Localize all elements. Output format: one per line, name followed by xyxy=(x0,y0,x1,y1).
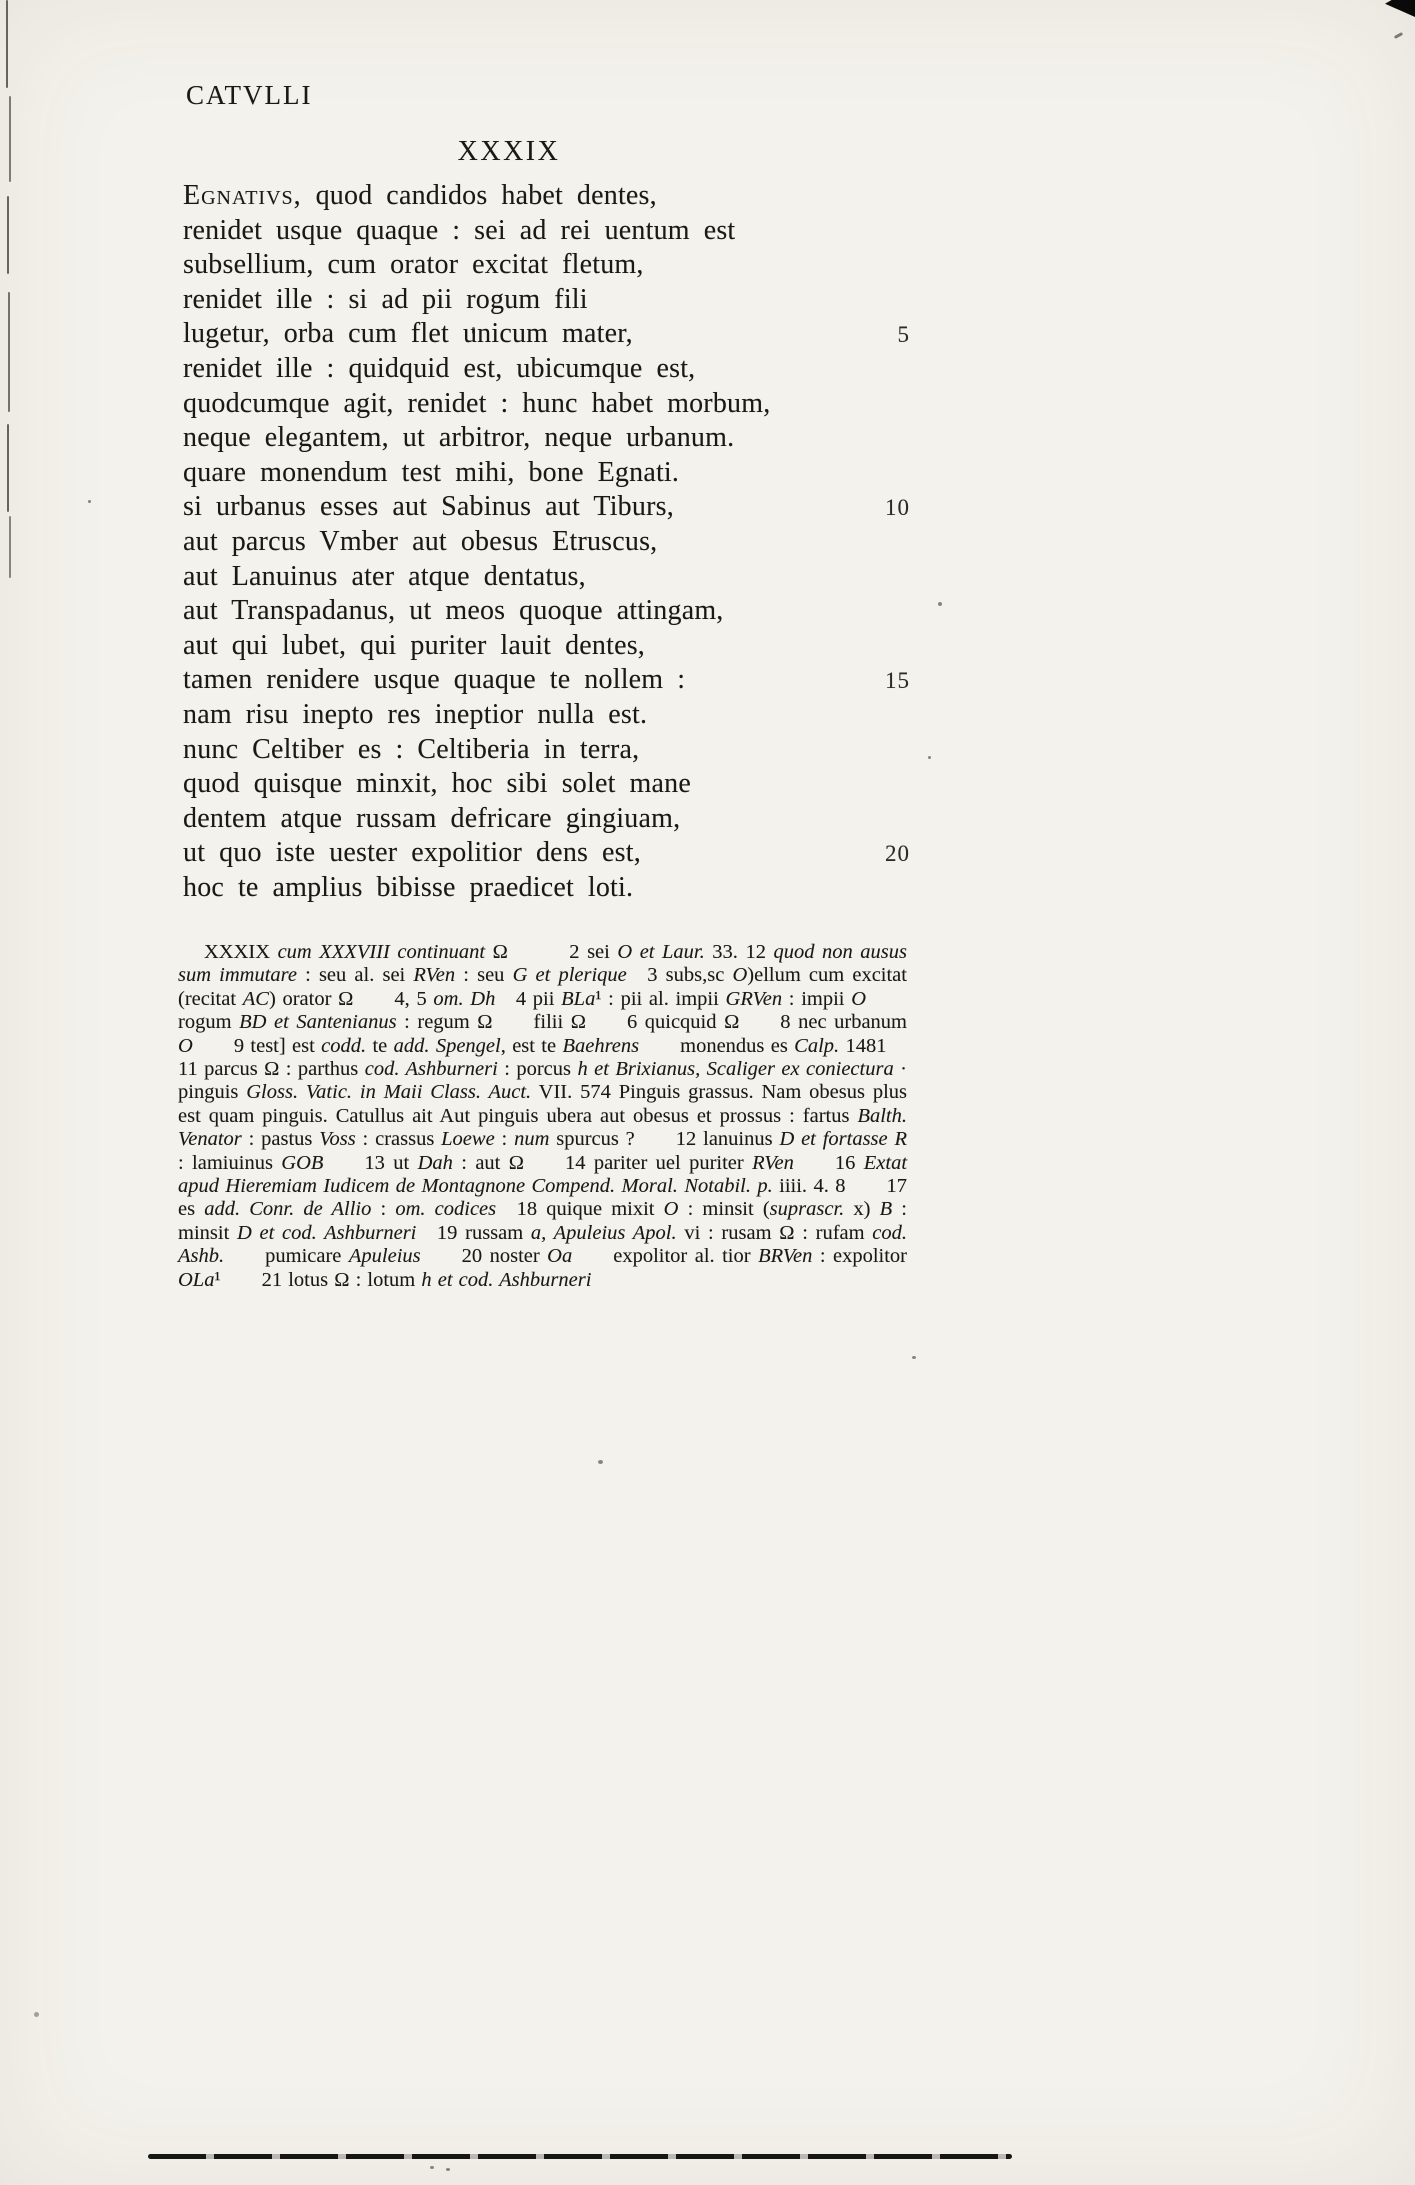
poem-line-text xyxy=(183,456,679,491)
poem-line-text xyxy=(183,525,657,560)
poem-line-text xyxy=(183,871,633,906)
text-segment: cod. Ashb. xyxy=(178,1221,908,1268)
apparatus-text xyxy=(178,941,907,1292)
text-segment: vi : rusam Ω : rufam xyxy=(676,1221,873,1244)
text-segment: pumicare xyxy=(224,1245,349,1268)
poem-line-text xyxy=(183,836,641,871)
text-segment: D et fortasse R xyxy=(779,1128,908,1151)
line-number: 15 xyxy=(885,668,910,694)
text-segment: suprascr. xyxy=(769,1198,845,1221)
text-segment: renidet ille : si ad pii rogum fili xyxy=(183,283,588,315)
text-segment: cum XXXVIII continuant xyxy=(277,941,493,963)
binding-mark xyxy=(9,516,11,578)
text-segment: B xyxy=(879,1198,893,1221)
text-segment: Calp. xyxy=(794,1034,840,1057)
poem-line xyxy=(183,317,910,352)
text-segment: O et Laur. xyxy=(617,941,713,963)
text-segment: GOB xyxy=(281,1151,324,1174)
poem-line-text xyxy=(183,629,645,664)
text-segment: neque elegantem, ut arbitror, neque urbanum. xyxy=(183,422,735,454)
text-segment: quod quisque minxit, hoc sibi solet mane xyxy=(183,768,691,800)
poem-line-text xyxy=(183,248,644,283)
text-segment: : lamiuinus xyxy=(178,1151,282,1174)
poem-line xyxy=(183,802,910,837)
poem-lines xyxy=(183,179,910,905)
text-segment: 3 subs,sc xyxy=(626,964,733,987)
poem-line xyxy=(183,421,910,456)
text-segment: Extat apud Hieremiam Iudicem de Montagnone Compend. Moral. Notabil. p. xyxy=(178,1151,908,1198)
text-segment: x) xyxy=(844,1198,880,1221)
text-segment: te xyxy=(366,1034,394,1057)
text-segment: 16 xyxy=(793,1151,864,1174)
binding-mark xyxy=(6,0,8,88)
ink-speck xyxy=(430,2166,434,2169)
text-segment: GRVen xyxy=(725,987,783,1010)
text-segment: 18 quique mixit xyxy=(496,1198,664,1221)
poem-line xyxy=(183,560,910,595)
text-segment: Oa xyxy=(547,1245,573,1268)
text-segment: a, Apuleius Apol. xyxy=(530,1221,677,1244)
poem-line-text xyxy=(183,317,633,352)
text-segment: lugetur, orba cum flet unicum mater, xyxy=(183,318,633,350)
text-segment: O xyxy=(851,987,866,1010)
text-segment: rogum xyxy=(178,987,907,1034)
poem-line-text xyxy=(183,767,691,802)
text-segment: codd. xyxy=(321,1034,367,1057)
text-segment: AC xyxy=(242,987,269,1010)
text-segment: 20 noster xyxy=(420,1245,548,1268)
line-number: 5 xyxy=(897,322,910,348)
poem-line xyxy=(183,456,910,491)
text-segment: h et cod. Ashburneri xyxy=(421,1268,592,1291)
poem-line xyxy=(183,283,910,318)
text-segment: O xyxy=(663,1198,679,1221)
text-segment: quod candidos habet dentes, xyxy=(301,180,657,211)
text-segment: XXXIX xyxy=(204,941,278,963)
page-header: CATVLLI xyxy=(186,80,313,110)
text-segment: quare monendum test mihi, bone Egnati. xyxy=(183,456,680,488)
text-segment: ut quo iste uester expolitior dens est, xyxy=(183,837,641,869)
text-segment: Loewe xyxy=(441,1128,495,1151)
text-segment: : minsit ( xyxy=(678,1198,770,1221)
text-segment: : crassus xyxy=(355,1128,442,1151)
text-segment: Dah xyxy=(417,1151,453,1174)
text-segment: )ellum cum excitat (recitat xyxy=(178,964,907,1010)
text-segment: RVen xyxy=(752,1151,794,1174)
poem-line xyxy=(183,352,910,387)
text-segment: , est te xyxy=(500,1034,563,1057)
text-segment: dentem atque russam defricare gingiuam, xyxy=(183,802,681,834)
poem-line xyxy=(183,594,910,629)
ink-speck xyxy=(598,1460,603,1464)
ink-speck xyxy=(938,602,942,606)
text-segment: : expolitor xyxy=(812,1245,907,1268)
text-segment: si urbanus esses aut Sabinus aut Tiburs, xyxy=(183,491,674,523)
text-segment: Gloss. Vatic. in Maii Class. Auct. xyxy=(246,1081,532,1104)
binding-mark xyxy=(8,292,10,412)
poem-line-text xyxy=(183,698,647,733)
poem-line-text xyxy=(183,387,770,422)
text-segment: 13 ut xyxy=(323,1151,418,1174)
poem-line xyxy=(183,836,910,871)
poem-line xyxy=(183,733,910,768)
text-segment: D et cod. Ashburneri xyxy=(237,1221,417,1244)
text-segment: aut parcus Vmber aut obesus Etruscus, xyxy=(183,525,658,557)
line-number: 20 xyxy=(885,841,910,867)
text-segment: O xyxy=(732,964,748,987)
poem-line-text xyxy=(183,594,724,629)
text-segment: : aut Ω 14 pariter uel puriter xyxy=(452,1151,753,1174)
text-segment: Ω 2 sei xyxy=(492,941,618,963)
text-segment: : xyxy=(494,1128,515,1151)
text-segment: renidet ille : quidquid est, ubicumque est, xyxy=(183,352,696,384)
text-segment: iiii. 4. 8 17 es xyxy=(178,1175,907,1221)
text-segment: Egnativs, xyxy=(183,180,302,211)
poem-line xyxy=(183,767,910,802)
text-segment: BRVen xyxy=(758,1245,813,1268)
ink-speck xyxy=(34,2012,39,2017)
ink-speck xyxy=(88,500,91,503)
text-segment: cod. Ashburneri xyxy=(364,1058,498,1081)
text-segment: Apuleius xyxy=(348,1245,421,1268)
text-segment: om. Dh xyxy=(433,987,496,1010)
scan-artifact-corner xyxy=(1385,0,1415,17)
text-segment: spurcus ? 12 lanuinus xyxy=(549,1128,780,1151)
text-segment: RVen xyxy=(413,964,456,987)
poem-line xyxy=(183,214,910,249)
text-segment: 1481 11 parcus Ω : parthus xyxy=(178,1034,907,1081)
text-segment: : porcus xyxy=(497,1058,578,1081)
poem-line xyxy=(183,629,910,664)
text-segment: : impii xyxy=(782,987,852,1010)
text-segment: · pinguis xyxy=(178,1058,907,1104)
poem-line xyxy=(183,663,910,698)
poem-line-text xyxy=(183,179,657,214)
text-segment: nunc Celtiber es : Celtiberia in terra, xyxy=(183,733,640,765)
text-segment: O xyxy=(178,1034,193,1057)
poem-line xyxy=(183,698,910,733)
scan-artifact-dash xyxy=(1394,32,1403,39)
poem-line-text xyxy=(183,560,586,595)
text-segment: Balth. Venator xyxy=(178,1104,907,1151)
scan-line-bottom xyxy=(148,2154,1012,2159)
poem-number-title: XXXIX xyxy=(457,136,561,167)
poem-line xyxy=(183,525,910,560)
binding-mark xyxy=(9,96,11,182)
poem-line xyxy=(183,490,910,525)
ink-speck xyxy=(446,2168,450,2171)
poem-line-text xyxy=(183,733,639,768)
text-segment: : seu al. sei xyxy=(296,964,414,987)
text-segment: nam risu inepto res ineptior nulla est. xyxy=(183,698,648,730)
poem-line-text xyxy=(183,663,685,698)
text-segment: monendus es xyxy=(639,1034,795,1057)
text-segment: ¹ : pii al. impii xyxy=(595,987,726,1010)
text-segment: aut qui lubet, qui puriter lauit dentes, xyxy=(183,629,646,661)
text-segment: BD et Santenianus xyxy=(239,1011,397,1034)
poem-line-text xyxy=(183,283,588,318)
binding-mark xyxy=(7,424,9,512)
text-segment: 4 pii xyxy=(495,987,562,1010)
text-segment: aut Transpadanus, ut meos quoque attingam, xyxy=(183,595,724,627)
text-segment: om. codices xyxy=(395,1198,497,1221)
text-segment: ) orator Ω 4, 5 xyxy=(268,987,434,1010)
text-segment: hoc te amplius bibisse praedicet loti. xyxy=(183,871,634,903)
text-segment: ¹ 21 lotus Ω : lotum xyxy=(214,1268,422,1291)
text-segment: aut Lanuinus ater atque dentatus, xyxy=(183,560,586,592)
text-segment: 33. 12 xyxy=(712,941,774,963)
ink-speck xyxy=(912,1356,916,1359)
text-segment: : xyxy=(371,1198,396,1221)
poem-line-text xyxy=(183,421,734,456)
text-segment: 9 test] est xyxy=(192,1034,322,1057)
poem-line xyxy=(183,871,910,906)
poem-line-text xyxy=(183,352,695,387)
poem-line-text xyxy=(183,214,735,249)
binding-mark xyxy=(7,196,9,274)
text-segment: h et Brixianus, Scaliger ex coniectura xyxy=(577,1058,894,1081)
ink-speck xyxy=(928,756,931,759)
poem-line xyxy=(183,387,910,422)
text-segment: : seu xyxy=(455,964,513,987)
poem-line-text xyxy=(183,802,680,837)
text-segment: add. Conr. de Allio xyxy=(204,1198,372,1221)
text-segment: : minsit xyxy=(178,1198,908,1244)
text-segment: Voss xyxy=(319,1128,356,1151)
text-segment: renidet usque quaque : sei ad rei uentum est xyxy=(183,214,736,246)
poem-line xyxy=(183,248,910,283)
line-number: 10 xyxy=(885,495,910,521)
text-segment: expolitor al. tior xyxy=(572,1245,759,1268)
text-segment: BLa xyxy=(561,987,596,1010)
text-segment: : regum Ω filii Ω 6 quicquid Ω 8 nec urbanum xyxy=(396,1011,907,1034)
text-segment: G et plerique xyxy=(512,964,627,987)
text-segment: num xyxy=(514,1128,550,1151)
text-segment: Baehrens xyxy=(562,1034,640,1057)
text-segment: VII. 574 Pinguis grassus. Nam obesus plus est quam pinguis. Catullus ait Aut pinguis ubera aut obesus et prossus : fartus xyxy=(178,1081,907,1127)
text-segment: quodcumque agit, renidet : hunc habet morbum, xyxy=(183,387,771,419)
text-segment: subsellium, cum orator excitat fletum, xyxy=(183,249,644,281)
poem-line-text xyxy=(183,490,674,525)
text-segment: : pastus xyxy=(241,1128,320,1151)
text-segment: tamen renidere usque quaque te nollem : xyxy=(183,664,686,696)
poem-line xyxy=(183,179,910,214)
text-segment: 19 russam xyxy=(416,1221,531,1244)
text-segment: add. Spengel xyxy=(393,1034,501,1057)
text-segment: quod non ausus sum immutare xyxy=(178,941,907,987)
text-segment: OLa xyxy=(178,1268,215,1291)
